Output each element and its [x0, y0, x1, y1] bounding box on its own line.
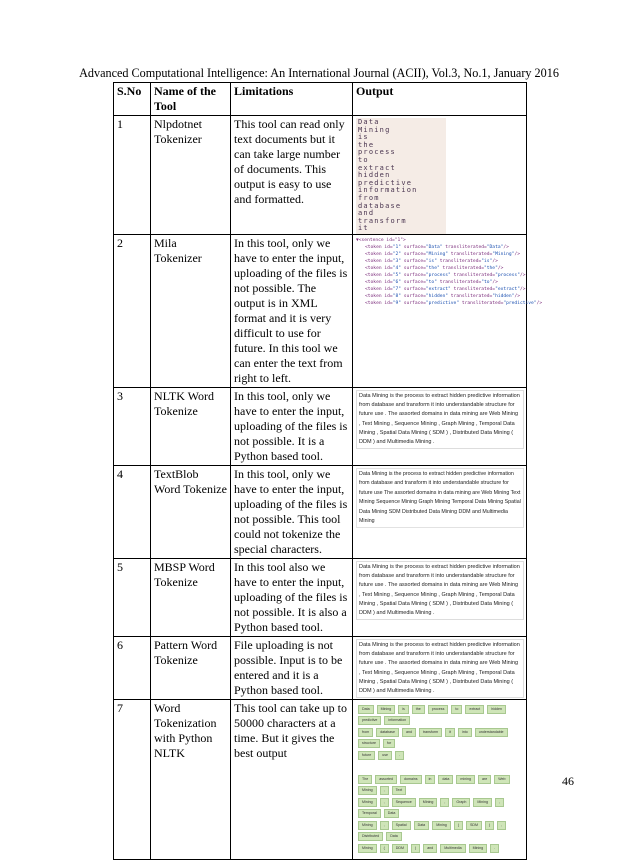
token-box: Mining	[473, 798, 492, 807]
cell-sno: 1	[114, 116, 151, 235]
output-token: and	[358, 209, 375, 218]
output-xml-mila	[356, 237, 543, 307]
token-box: ,	[380, 821, 389, 830]
token-box: Web	[494, 775, 509, 784]
output-token: the	[358, 140, 375, 149]
cell-output	[353, 636, 527, 699]
token-box: Mining	[358, 786, 377, 795]
table-header-row	[114, 83, 527, 116]
xml-token-line: <token id="4" surface="the" transliterated="the"/>	[365, 265, 504, 271]
cell-name: MBSP Word Tokenize	[151, 558, 231, 636]
table-row	[114, 234, 527, 387]
token-box: DDM	[392, 844, 408, 853]
output-token: transform	[358, 216, 407, 225]
table-row	[114, 636, 527, 699]
token-box: Data	[384, 809, 400, 818]
header-name: Name of the Tool	[151, 83, 231, 116]
table-row	[114, 465, 527, 558]
cell-output	[353, 234, 543, 387]
token-box: transform	[419, 728, 442, 737]
token-box: Mining	[358, 798, 377, 807]
token-box: ,	[380, 786, 389, 795]
cell-limitation: This tool can read only text documents but it can take large number of documents. This output is easy to use and formatted.	[231, 116, 353, 235]
token-box: understandable	[475, 728, 508, 737]
token-box: database	[376, 728, 399, 737]
token-box: future	[358, 751, 375, 760]
output-token: Mining	[358, 125, 391, 134]
tools-table	[113, 82, 543, 860]
cell-output	[353, 116, 527, 235]
token-line	[358, 728, 522, 748]
xml-token-line: <token id="2" surface="Mining" transliterated="Mining"/>	[365, 251, 520, 257]
output-text-nltk: Data Mining is the process to extract hidden predictive information from database and transform it into understandable structure for future use . The assorted domains in data mining are Web Mining , Text Mining , Sequence Mining , Graph Mining , Temporal Data Mining , Spatial Data Mining ( SDM ) , Distributed Data Mining ( DDM ) and Multimedia Mining .	[356, 390, 524, 449]
token-box: predictive	[358, 716, 381, 725]
token-box: for	[383, 739, 395, 748]
token-line	[358, 798, 522, 818]
token-box: ,	[380, 798, 389, 807]
token-box: is	[398, 705, 409, 714]
output-token: is	[358, 133, 369, 142]
token-box: Mining	[358, 844, 377, 853]
output-token: to	[358, 155, 369, 164]
token-box: Spatial	[392, 821, 411, 830]
token-box: Mining	[432, 821, 451, 830]
token-box: in	[425, 775, 436, 784]
token-box: Distributed	[358, 832, 383, 841]
token-box: Mining	[358, 821, 377, 830]
token-box: Data	[386, 832, 402, 841]
cell-name: Nlpdotnet Tokenizer	[151, 116, 231, 235]
token-box: into	[458, 728, 472, 737]
xml-token-line: <token id="3" surface="is" transliterated="is"/>	[365, 258, 498, 264]
cell-sno: 4	[114, 465, 151, 558]
xml-token-line: <token id="7" surface="extract" transliterated="extract"/>	[365, 286, 526, 292]
token-box: information	[384, 716, 410, 725]
token-box: structure	[358, 739, 380, 748]
token-box: it	[445, 728, 455, 737]
cell-sno: 2	[114, 234, 151, 387]
token-box: (	[454, 821, 463, 830]
cell-limitation: File uploading is not possible. Input is to be entered and it is a Python based tool.	[231, 636, 353, 699]
token-box: Data	[358, 705, 374, 714]
token-box: Temporal	[358, 809, 381, 818]
cell-output	[353, 465, 527, 558]
token-box: .	[395, 751, 404, 760]
token-box: SDM	[466, 821, 482, 830]
token-box: use	[378, 751, 392, 760]
token-box: ,	[497, 821, 506, 830]
token-line	[358, 705, 522, 725]
token-box: Mining	[419, 798, 438, 807]
xml-token-line: <token id="1" surface="Data" transliterated="Data"/>	[365, 244, 509, 250]
token-box: Mining	[469, 844, 488, 853]
cell-output	[353, 558, 527, 636]
token-box: extract	[465, 705, 484, 714]
xml-open-tag: ▼<sentence id="1">	[356, 237, 406, 243]
cell-sno: 5	[114, 558, 151, 636]
output-token: information	[358, 186, 418, 195]
cell-limitation: In this tool, only we have to enter the input, uploading of the files is not possible. It is a Python based tool.	[231, 387, 353, 465]
table-row	[114, 387, 527, 465]
page-number: 46	[562, 774, 574, 788]
table-row	[114, 558, 527, 636]
token-box: process	[428, 705, 449, 714]
header-sno: S.No	[114, 83, 151, 116]
cell-name: NLTK Word Tokenize	[151, 387, 231, 465]
cell-limitation: In this tool also we have to enter the input, uploading of the files is not possible. It is also a Python based tool.	[231, 558, 353, 636]
cell-sno: 7	[114, 699, 151, 859]
output-token: it	[358, 224, 369, 233]
token-box: assorted	[375, 775, 397, 784]
token-box: data	[438, 775, 453, 784]
output-text	[358, 119, 444, 233]
cell-name: Mila Tokenizer	[151, 234, 231, 387]
token-line	[358, 844, 522, 853]
output-token: hidden	[358, 171, 391, 180]
token-box: Text	[392, 786, 407, 795]
xml-token-line: <token id="9" surface="predictive" transliterated="predictive"/>	[365, 300, 543, 306]
journal-header: Advanced Computational Intelligence: An International Journal (ACII), Vol.3, No.1, January 2016	[79, 66, 559, 80]
token-box: .	[490, 844, 499, 853]
output-text-pattern: Data Mining is the process to extract hidden predictive information from database and transform it into understandable structure for future use . The assorted domains in data mining are Web Mining , Text Mining , Sequence Mining , Graph Mining , Temporal Data Mining , Spatial Data Mining ( SDM ) , Distributed Data Mining ( DDM ) and Multimedia Mining .	[356, 639, 524, 698]
cell-sno: 3	[114, 387, 151, 465]
token-box: and	[423, 844, 437, 853]
xml-token-line: <token id="6" surface="to" transliterated="to"/>	[365, 279, 498, 285]
token-box: (	[380, 844, 389, 853]
cell-limitation: In this tool, only we have to enter the input, uploading of the files is not possible. The output is in XML format and it is very difficult to use for future. In this tool we can enter the text from right to left.	[231, 234, 353, 387]
token-box: )	[411, 844, 420, 853]
token-box: domains	[400, 775, 422, 784]
output-image-nlpdotnet	[356, 118, 446, 234]
cell-output	[353, 387, 527, 465]
header-output: Output	[353, 83, 527, 116]
header-limitations: Limitations	[231, 83, 353, 116]
token-box: to	[451, 705, 462, 714]
token-box: Multimedia	[440, 844, 465, 853]
token-box: and	[402, 728, 416, 737]
token-line	[358, 751, 522, 760]
cell-sno: 6	[114, 636, 151, 699]
output-text-textblob: Data Mining is the process to extract hidden predictive information from database and transform it into understandable structure for future use The assorted domains in data mining are Web Mining Text Mining Sequence Mining Graph Mining Temporal Data Mining Spatial Data Mining SDM Distributed Data Mining DDM and Multimedia Mining	[356, 468, 524, 528]
xml-token-line: <token id="5" surface="process" transliterated="process"/>	[365, 272, 526, 278]
token-box: hidden	[487, 705, 506, 714]
table-row	[114, 116, 527, 235]
token-box: Mining	[377, 705, 396, 714]
output-token: predictive	[358, 178, 413, 187]
token-box: Graph	[452, 798, 470, 807]
token-box: mining	[456, 775, 475, 784]
output-token: from	[358, 193, 380, 202]
output-token: process	[358, 148, 396, 157]
token-box: from	[358, 728, 373, 737]
output-text-mbsp: Data Mining is the process to extract hidden predictive information from database and transform it into understandable structure for future use . The assorted domains in data mining are Web Mining , Text Mining , Sequence Mining , Graph Mining , Temporal Data Mining , Spatial Data Mining ( SDM ) , Distributed Data Mining ( DDM ) and Multimedia Mining .	[356, 561, 524, 620]
cell-name: Pattern Word Tokenize	[151, 636, 231, 699]
token-box: Sequence	[392, 798, 416, 807]
token-line	[358, 821, 522, 841]
token-box: are	[478, 775, 491, 784]
cell-limitation: This tool can take up to 50000 characters at a time. But it gives the best output	[231, 699, 353, 859]
output-token: Data	[358, 118, 380, 126]
cell-limitation: In this tool, only we have to enter the input, uploading of the files is not possible. This tool could not tokenize the special characters.	[231, 465, 353, 558]
cell-name: Word Tokenization with Python NLTK	[151, 699, 231, 859]
xml-token-line: <token id="8" surface="hidden" transliterated="hidden"/>	[365, 293, 520, 299]
token-box: ,	[440, 798, 449, 807]
token-box: ,	[495, 798, 504, 807]
token-box: The	[358, 775, 372, 784]
token-box: Data	[414, 821, 430, 830]
token-box: the	[412, 705, 425, 714]
output-token: extract	[358, 163, 396, 172]
token-box: )	[485, 821, 494, 830]
cell-name: TextBlob Word Tokenize	[151, 465, 231, 558]
output-token: database	[358, 201, 402, 210]
